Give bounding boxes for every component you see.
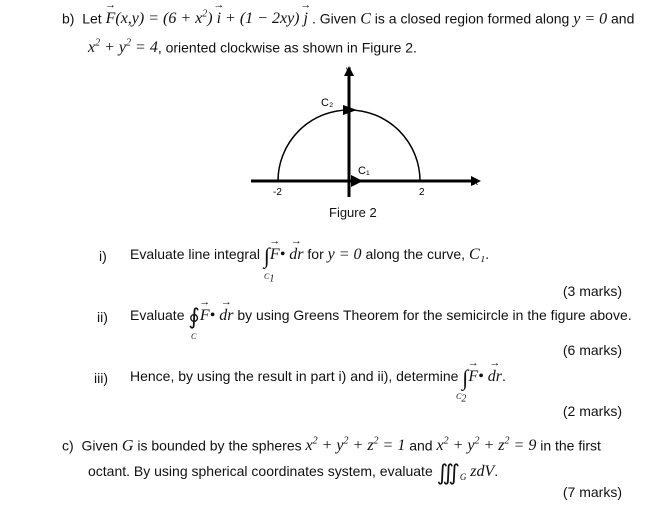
part-b-let: Let: [82, 10, 102, 27]
sphere-2-equation: $x^2 + y^2 + z^2 = 9$: [436, 436, 537, 455]
triple-integral-limit: G: [459, 471, 467, 482]
part-b-and: and: [611, 10, 635, 27]
part-c-given: Given: [81, 437, 119, 454]
integral-limit-c2: $C_2$: [456, 392, 467, 405]
circle-equation: $x^2 + y^2 = 4$: [88, 38, 158, 57]
triple-integrand: zdV: [470, 463, 495, 480]
part-b-line1: [62, 9, 634, 28]
part-b-line2: [88, 38, 417, 57]
x-axis-label: x: [473, 177, 478, 188]
part-c-line1: [62, 436, 601, 455]
sphere-1-equation: $x^2 + y^2 + z^2 = 1$: [305, 436, 406, 455]
y-equals-zero: y = 0: [573, 10, 608, 28]
y-axis-label: y: [346, 65, 351, 76]
c2-label: C₂: [321, 97, 334, 109]
part-c-label: c): [62, 437, 74, 454]
item-ii-post: by using Greens Theorem for the semicircle in the figure above.: [237, 307, 632, 323]
integral-sign-c1: ∫: [263, 243, 270, 268]
item-iii-pre: Hence, by using the result in part i) and ii), determine: [130, 368, 459, 384]
item-i-pre: Evaluate line integral: [130, 246, 260, 262]
tick-label-2: 2: [419, 187, 425, 198]
part-b-closed-text: is a closed region formed along: [374, 10, 570, 27]
item-i-for: for: [307, 246, 324, 262]
item-ii-label: ii): [97, 309, 108, 325]
tick-label-neg2: -2: [273, 187, 282, 198]
part-b-given: . Given: [311, 10, 357, 27]
part-c-line2: octant. By using spherical coordinates system, evaluate $∭_G$ zdV.: [88, 460, 499, 485]
item-i-curve: C₁: [468, 246, 486, 263]
part-b-orientation: , oriented clockwise as shown in Figure 2.: [157, 39, 417, 56]
item-iii-label: iii): [94, 370, 108, 386]
contour-integral-sign: ∮: [188, 304, 200, 329]
part-c-evaluate: octant. By using spherical coordinates system, evaluate: [88, 463, 433, 479]
item-ii-text: [130, 304, 632, 330]
c1-label: C₁: [358, 165, 370, 177]
item-ii-pre: Evaluate: [130, 307, 185, 323]
figure-caption: Figure 2: [329, 205, 377, 220]
item-i-text: Evaluate line integral ∫→ F• → dr for y = 0 along the curve, C₁.: [130, 243, 489, 269]
region-g: G: [121, 437, 134, 455]
part-c-marks: (7 marks): [562, 484, 622, 500]
part-b-label: b): [62, 10, 75, 27]
curve-symbol: C: [360, 10, 371, 28]
integrand-f-dot-dr-iii: → F• → dr: [468, 368, 502, 385]
item-i-label: i): [99, 248, 107, 264]
integral-sign-c2: ∫: [462, 365, 469, 390]
integral-limit-c: C: [191, 332, 197, 341]
item-i-y0: y = 0: [327, 246, 362, 263]
part-c-bounded: is bounded by the spheres: [137, 437, 302, 454]
integrand-f-dot-dr: → F• → dr: [270, 246, 304, 263]
integrand-f-dot-dr-ii: → F• → dr: [200, 307, 234, 324]
part-c-first: in the first: [540, 437, 601, 454]
triple-integral-sign: ∭: [436, 460, 460, 485]
item-ii-marks: (6 marks): [562, 342, 622, 358]
item-iii-text: Hence, by using the result in part i) and ii), determine ∫→ F• → dr.: [130, 365, 506, 391]
part-c-and: and: [409, 437, 433, 454]
item-i-along: along the curve,: [365, 246, 466, 262]
figure-2: [245, 62, 495, 208]
vector-field-formula: → $F(x,y) = (6 + x^2) \to i + (1 - 2xy) \to j$: [106, 10, 312, 27]
item-iii-marks: (2 marks): [562, 403, 622, 419]
item-i-marks: (3 marks): [562, 283, 622, 299]
integral-limit-c1: $C_1$: [264, 272, 275, 285]
